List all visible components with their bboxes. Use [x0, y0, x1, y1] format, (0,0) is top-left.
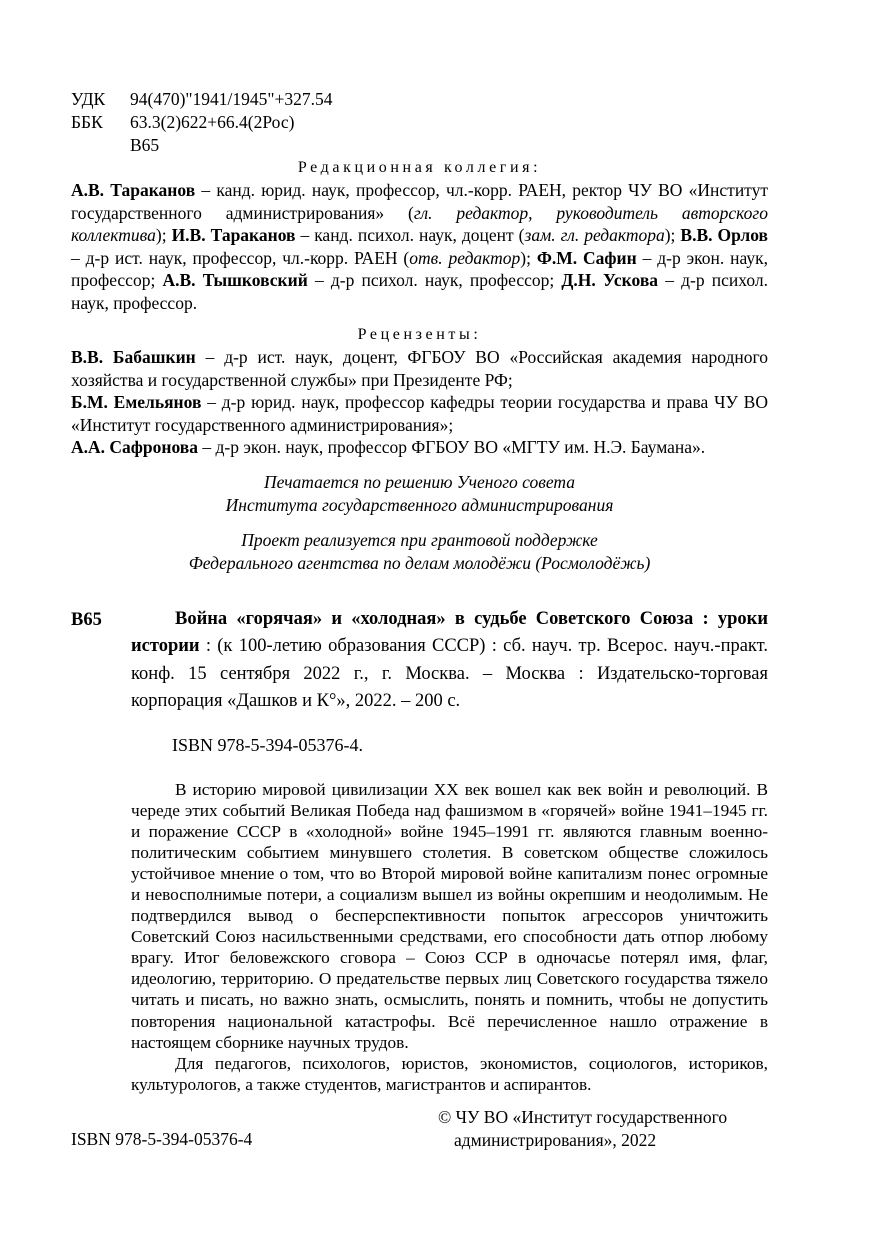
reviewer-entry: Б.М. Емельянов – д-р юрид. наук, профессор кафедры теории государства и права ЧУ ВО «Институт государственного администрирования»; [71, 392, 768, 435]
udk-row [71, 88, 768, 111]
annotation-paragraph: В историю мировой цивилизации XX век вошел как век войн и революций. В череде этих событий Великая Победа над фашизмом в «горячей» войне 1941–1945 гг. и поражение СССР в «холодной» войне 1945–1991 гг. являются главным военно-политическим событием минувшего столетия. В советском обществе сложилось устойчивое мнение о том, что во Второй мировой войне капитализм понес огромные и невосполнимые потери, а социализм вышел из войны окрепшим и неодолимым. Не подтвердился вывод о бесперспективности попыток агрессоров уничтожить Советский Союз насильственными средствами, его способности дать отпор любому врагу. Итог беловежского сговора – Союз ССР в одночасье потерял имя, флаг, идеологию, территорию. О предательстве первых лиц Советского государства тяжело читать и писать, но важно знать, осмыслить, понять и помнить, чтобы не допустить повторения национальной катастрофы. Всё перечисленное нашло отражение в настоящем сборнике научных трудов. [131, 779, 768, 1052]
author-mark: В65 [130, 135, 160, 155]
bbk-label: ББК [71, 112, 103, 132]
book-title: Война «горячая» и «холодная» в судьбе Советского Союза : уроки истории [131, 608, 768, 656]
editor-name: В.В. Орлов [680, 225, 768, 245]
bbk-value: 63.3(2)622+66.4(2Рос) [130, 112, 295, 132]
bibliographic-record [71, 606, 768, 716]
reviewer-name: А.А. Сафронова [71, 437, 198, 457]
author-mark-row [71, 134, 768, 157]
reviewer-name: Б.М. Емельянов [71, 392, 202, 412]
footer [71, 1106, 768, 1156]
editor-name: Д.Н. Ускова [561, 270, 659, 290]
bbk-row [71, 111, 768, 134]
reviewer-entry: А.А. Сафронова – д-р экон. наук, профессор ФГБОУ ВО «МГТУ им. Н.Э. Баумана». [71, 437, 706, 457]
classification-codes [71, 88, 768, 157]
udk-label: УДК [71, 89, 106, 109]
bibliographic-code: В65 [71, 609, 102, 630]
title-verso-page [71, 88, 768, 1095]
publication-approval-note: Печатается по решению Ученого совета Института государственного администрирования [225, 471, 614, 515]
editor-name: А.В. Тараканов [71, 180, 196, 200]
editor-name: А.В. Тышковский [162, 270, 308, 290]
grant-support-note: Проект реализуется при грантовой поддержке Федерального агентства по делам молодёжи (Росмолодёжь) [188, 529, 651, 573]
annotation-audience: Для педагогов, психологов, юристов, экономистов, социологов, историков, культурологов, а также студентов, магистрантов и аспирантов. [131, 1053, 768, 1094]
editor-name: Ф.М. Сафин [536, 247, 637, 268]
footer-isbn: ISBN 978-5-394-05376-4 [71, 1129, 253, 1149]
editorial-board-list: А.В. Тараканов – канд. юрид. наук, профессор, чл.-корр. РАЕН, ректор ЧУ ВО «Институт государственного администрирования» (гл. редактор, руководитель авторского коллектива); И.В. Тараканов – канд. психол. наук, доцент (зам. гл. редактора); В.В. Орлов – д-р ист. наук, профессор, чл.-корр. РАЕН (отв. редактор); Ф.М. Сафин – д-р экон. наук, профессор; А.В. Тышковский – д-р психол. наук, профессор; Д.Н. Ускова – д-р психол. наук, профессор. [71, 180, 768, 313]
editor-name: И.В. Тараканов [171, 225, 296, 245]
book-details: : (к 100-летию образования СССР) : сб. науч. тр. Всерос. науч.-практ. конф. 15 сентября 2022 г., г. Москва. – Москва : Издательско-торговая корпорация «Дашков и К°», 2022. – 200 с. [131, 636, 768, 711]
annotation [131, 779, 768, 1095]
udk-value: 94(470)"1941/1945"+327.54 [130, 89, 333, 109]
reviewers-list [71, 346, 768, 459]
bibliographic-description [131, 606, 768, 716]
isbn-line: ISBN 978-5-394-05376-4. [172, 734, 363, 755]
reviewer-entry: В.В. Бабашкин – д-р ист. наук, доцент, ФГБОУ ВО «Российская академия народного хозяйства и государственной службы» при Президенте РФ; [71, 347, 768, 390]
copyright-notice: © ЧУ ВО «Институт государственного администрирования», 2022 [438, 1107, 728, 1150]
reviewers-title: Рецензенты: [357, 326, 482, 343]
reviewer-name: В.В. Бабашкин [71, 347, 196, 367]
editorial-board-title: Редакционная коллегия: [297, 159, 542, 176]
